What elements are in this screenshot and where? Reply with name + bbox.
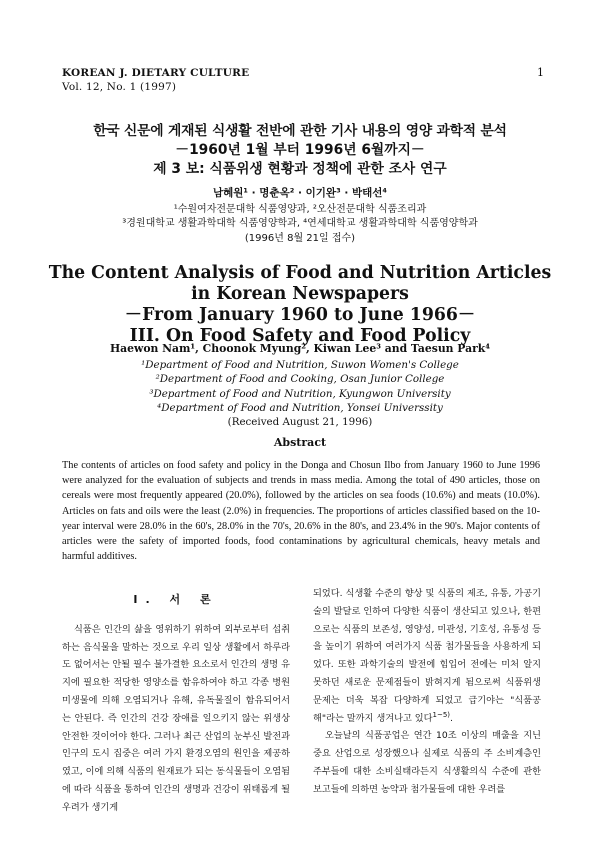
body-paragraph-1-continued-text: 되었다. 식생활 수준의 향상 및 식품의 제조, 유통, 가공기술의 발달로 인하여 다양한 식품이 생산되고 있으나, 한편으로는 식품의 보존성, 영양성, 미관성, 기호성, 유통성 등을 높이기 위하여 여러가지 식품 첨가물들을 사용하게 되었다. 또한 과학기술의 발전에 힘입어 전에는 미처 알지 못하던 새로운 문제점들이 밝혀지게 됨으로써 식품위생 문제는 더욱 복잡 다양하게 되었고 급기야는 "식품공해"라는 말까지 생겨나고 있다 [313,588,541,724]
journal-name: KOREAN J. DIETARY CULTURE [62,67,250,79]
english-affiliation-2: ²Department of Food and Cooking, Osan Junior College [155,373,445,386]
korean-title-line1: 한국 신문에 게재된 식생활 전반에 관한 기사 내용의 영양 과학적 분석 [93,123,507,139]
korean-affiliation-1: ¹수원여자전문대학 식품영양과, ²오산전문대학 식품조리과 [173,203,427,215]
korean-received-date: (1996년 8월 21일 접수) [244,232,356,244]
english-title-line3: －From January 1960 to June 1966－ [124,305,476,325]
english-title-line1: The Content Analysis of Food and Nutrition Articles [48,263,552,283]
english-title [40,263,560,347]
english-affiliation-3: ³Department of Food and Nutrition, Kyungwon University [149,387,451,400]
body-paragraph-1-end: . [450,712,453,724]
citation-reference: 1~5) [432,710,451,719]
english-authors [40,342,560,429]
english-author-names: Haewon Nam¹, Choonok Myung², Kiwan Lee³ and Taesun Park⁴ [109,342,491,355]
english-affiliation-4: ⁴Department of Food and Nutrition, Yonsei Universsity [157,401,443,414]
journal-header [62,66,249,94]
english-title-line2: in Korean Newspapers [191,284,409,304]
abstract-text: The contents of articles on food safety and policy in the Donga and Chosun Ilbo from January 1960 to June 1996 were analyzed for the evaluation of subjects and trends in mass media. Among the total of 490 articles, those on cereals were most frequently appeared (20.0%), followed by the articles on sea foods (10.6%) and meats (10.0%). Articles on fats and oils were the least (2.0%) in frequencies. The proportions of articles classified based on the 10-year interval were 28.0% in the 60's, 28.0% in the 70's, 20.6% in the 80's, and 23.4% in the 90's. Major contents of articles were the safety of imported foods, food contaminations by agricultural chemicals, heavy metals and harmful additives. [62,460,540,563]
section-title-introduction: I. 서 론 [133,593,219,606]
korean-title-line2: －1960년 1월 부터 1996년 6월까지－ [175,142,425,158]
body-paragraph-1-continued [313,585,541,727]
page-number: 1 [537,66,544,79]
body-paragraph-2: 오늘날의 식품공업은 연간 10조 이상의 매출을 지닌 중요 산업으로 성장했으나 실제로 식품의 주 소비계층인 주부들에 대한 소비실태라든지 식생활의식 수준에 관한 보고들에 의하면 농약과 첨가물들에 대한 우려를 [313,730,541,795]
english-affiliation-1: ¹Department of Food and Nutrition, Suwon Women's College [141,359,459,372]
journal-volume: Vol. 12, No. 1 (1997) [62,81,177,93]
english-received-date: (Received August 21, 1996) [227,416,373,429]
korean-author-names: 남혜원¹ · 명춘옥² · 이기완³ · 박태선⁴ [212,187,387,199]
korean-title-line3: 제 3 보: 식품위생 현황과 정책에 관한 조사 연구 [153,161,447,177]
english-title-line4: III. On Food Safety and Food Policy [129,326,471,346]
korean-authors [40,186,560,246]
korean-title [40,122,560,179]
korean-affiliation-2: ³경원대학교 생활과학대학 식품영양학과, ⁴연세대학교 생활과학대학 식품영양학과 [122,218,478,229]
abstract-heading: Abstract [273,436,327,449]
body-left-column [62,585,290,817]
body-right-column [313,585,541,799]
body-paragraph-1: 식품은 인간의 삶을 영위하기 위하여 외부로부터 섭취하는 음식물을 말하는 것으로 우리 일상 생활에서 하루라도 없어서는 안될 필수 불가결한 요소로서 인간의 생명 유지에 필요한 적당한 영양소를 함유하여야 하고 각종 병원 미생물에 의해 오염되거나 유해, 유독물질이 함유되어서는 안된다. 즉 인간의 건강 장애를 일으키지 않는 위생상 안전한 것이어야 한다. 그러나 최근 산업의 눈부신 발전과 인구의 도시 집중은 여러 가지 환경오염의 원인을 제공하였고, 이에 의해 식품의 원재료가 되는 동식물들이 오염됨에 따라 식품을 통하여 인간의 생명과 건강이 위태롭게 될 우려가 생기게 [62,623,290,813]
